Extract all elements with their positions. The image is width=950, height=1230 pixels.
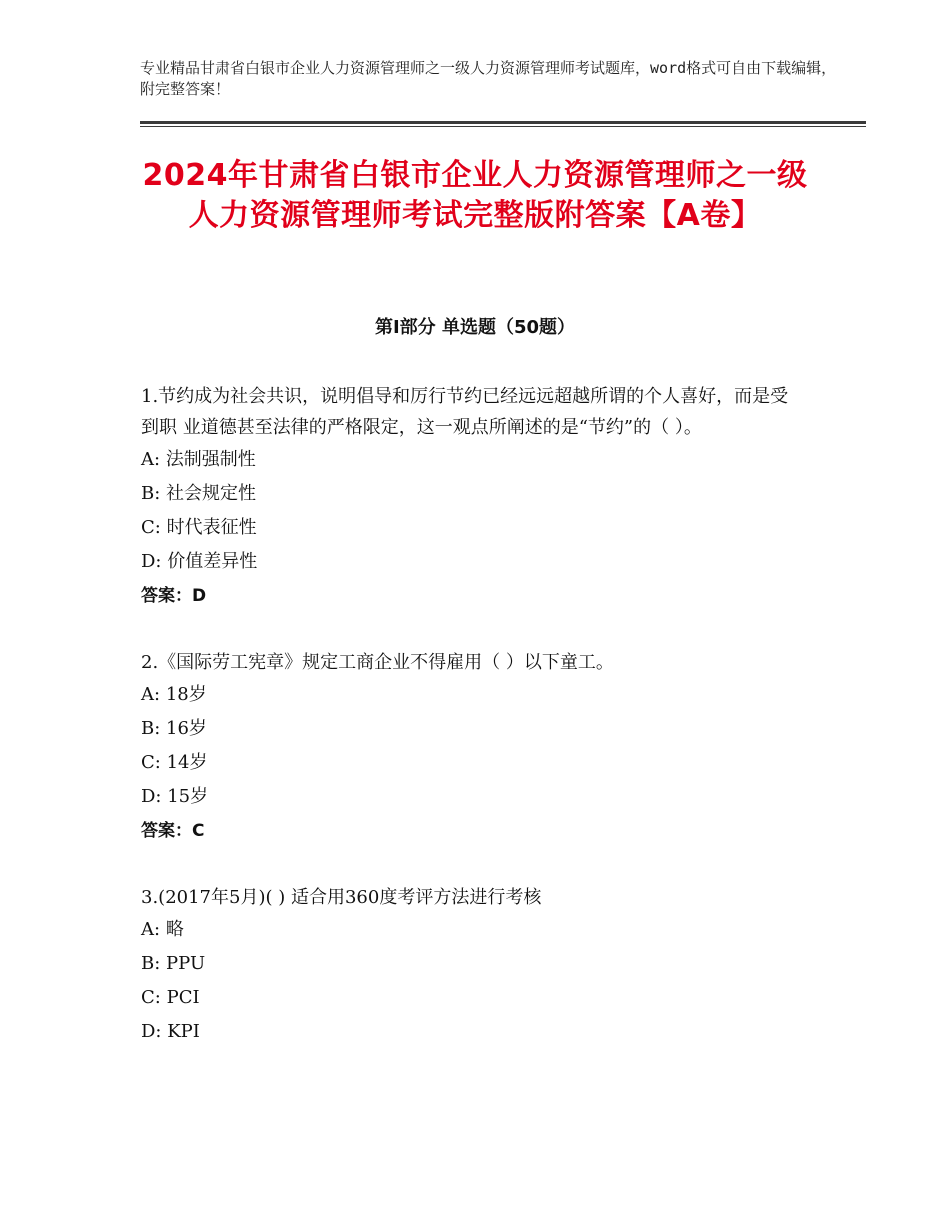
question-text: 2.《国际劳工宪章》规定工商企业不得雇用（ ）以下童工。: [141, 652, 614, 673]
option-text: 15岁: [167, 786, 209, 807]
document-title: 2024年甘肃省白银市企业人力资源管理师之一级人力资源管理师考试完整版附答案【A卷】: [142, 158, 808, 233]
option-text: KPI: [167, 1021, 200, 1042]
option-d: [141, 780, 801, 814]
option-b: [141, 477, 801, 511]
option-letter: C:: [141, 752, 161, 773]
section-title: 第Ⅰ部分 单选题（50题）: [374, 317, 575, 338]
option-letter: A:: [141, 449, 161, 470]
question-list: [141, 381, 801, 1083]
option-a: [141, 678, 801, 712]
option-letter: A:: [141, 684, 161, 705]
option-b: [141, 947, 801, 981]
option-letter: B:: [141, 953, 161, 974]
option-a: [141, 913, 801, 947]
option-text: 价值差异性: [167, 551, 258, 572]
option-c: [141, 981, 801, 1015]
option-text: 16岁: [166, 718, 207, 739]
option-letter: C:: [141, 987, 161, 1008]
option-text: PCI: [166, 987, 200, 1008]
question-text: 3.(2017年5月)( ) 适合用360度考评方法进行考核: [141, 887, 542, 908]
option-letter: D:: [141, 1021, 162, 1042]
option-text: 18岁: [165, 684, 207, 705]
option-letter: D:: [141, 551, 162, 572]
option-c: [141, 511, 801, 545]
option-d: [141, 545, 801, 579]
option-text: 法制强制性: [165, 449, 256, 470]
option-letter: A:: [141, 919, 161, 940]
question-2: [141, 647, 801, 848]
option-text: 略: [165, 919, 184, 940]
option-text: 14岁: [166, 752, 208, 773]
option-letter: B:: [141, 718, 161, 739]
option-a: [141, 443, 801, 477]
option-letter: D:: [141, 786, 162, 807]
option-text: PPU: [166, 953, 206, 974]
header-rule-thick: [140, 121, 866, 124]
option-b: [141, 712, 801, 746]
question-text: 1.节约成为社会共识，说明倡导和厉行节约已经远远超越所谓的个人喜好，而是受到职 业道德甚至法律的严格限定，这一观点所阐述的是“节约”的（ ）。: [141, 386, 789, 438]
option-letter: B:: [141, 483, 161, 504]
option-c: [141, 746, 801, 780]
option-letter: C:: [141, 517, 161, 538]
option-d: [141, 1015, 801, 1049]
option-text: 社会规定性: [166, 483, 257, 504]
question-1: [141, 381, 801, 613]
option-text: 时代表征性: [166, 517, 257, 538]
header-rule-thin: [140, 126, 866, 127]
question-3: [141, 882, 801, 1049]
answer-line: 答案：D: [141, 586, 207, 606]
answer-line: 答案：C: [141, 821, 205, 841]
header-note: 专业精品甘肃省白银市企业人力资源管理师之一级人力资源管理师考试题库，word格式可自由下载编辑，附完整答案！: [140, 59, 837, 98]
